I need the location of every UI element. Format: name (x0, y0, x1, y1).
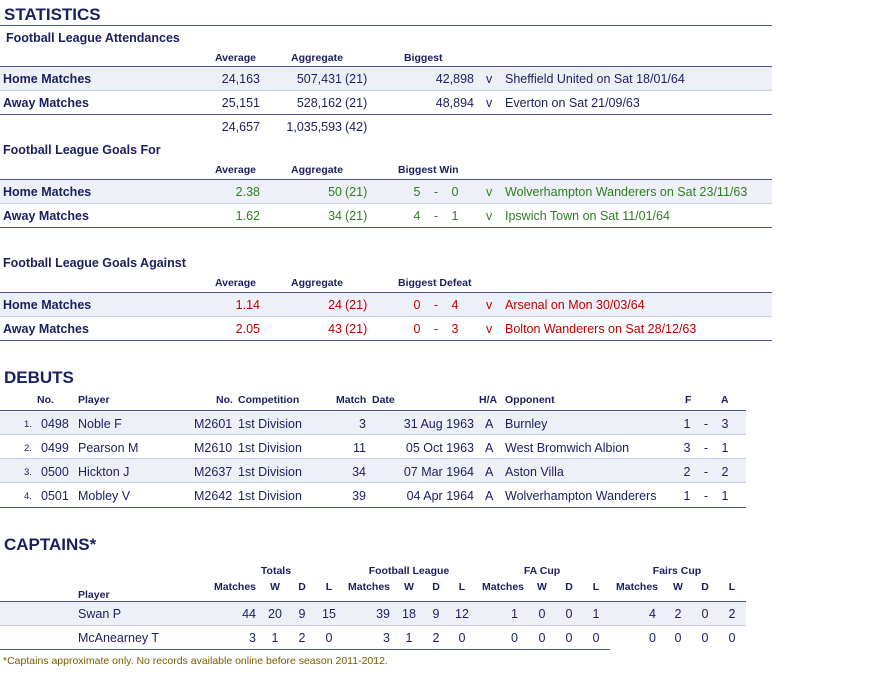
fairs-matches: 0 (649, 631, 656, 645)
total-games: (42) (345, 120, 368, 134)
row-label: Away Matches (3, 209, 89, 223)
header-competition: Competition (238, 394, 300, 406)
player-no: 0498 (41, 417, 69, 431)
group-fairs-cup: Fairs Cup (652, 565, 702, 577)
sub-matches: Matches (616, 581, 659, 593)
match-date: 04 Apr 1964 (406, 489, 474, 503)
detail: Wolverhampton Wanderers on Sat 23/11/63 (505, 185, 748, 199)
header-a: A (721, 394, 729, 406)
match-date: 05 Oct 1963 (405, 441, 474, 455)
facup-w: 0 (538, 631, 546, 645)
score-dash: - (433, 322, 439, 336)
league-matches: 39 (376, 607, 390, 621)
fairs-w: 0 (674, 631, 682, 645)
detail: Bolton Wanderers on Sat 28/12/63 (505, 322, 697, 336)
totals-matches: 3 (249, 631, 256, 645)
player-name: Pearson M (78, 441, 139, 455)
match-number: 34 (352, 465, 366, 479)
row-index: 1. (24, 419, 32, 430)
sub-d: D (432, 581, 440, 593)
group-totals: Totals (260, 565, 292, 577)
row-index: 2. (24, 443, 32, 454)
header-f: F (685, 394, 692, 406)
captain-name: Swan P (78, 607, 122, 621)
match-number: 39 (352, 489, 366, 503)
match-date: 07 Mar 1964 (403, 465, 474, 479)
totals-d: 9 (298, 607, 306, 621)
facup-d: 0 (565, 607, 573, 621)
versus: v (486, 298, 493, 312)
aggregate: 43 (328, 322, 342, 336)
score-against: 1 (721, 489, 729, 503)
home-away: A (485, 465, 494, 479)
sub-d: D (298, 581, 306, 593)
row-rule (0, 434, 746, 435)
score-for: 3 (683, 441, 691, 455)
header-opponent: Opponent (505, 394, 555, 406)
header-ha: H/A (479, 394, 498, 406)
score-dash: - (703, 465, 709, 479)
sub-l: L (458, 581, 466, 593)
games: (21) (345, 209, 368, 223)
debuts-bottom-rule (0, 507, 746, 508)
totals-matches: 44 (242, 607, 256, 621)
player-no: 0500 (41, 465, 69, 479)
league-d: 9 (432, 607, 440, 621)
statistics-title: STATISTICS (4, 5, 101, 24)
row-rule (0, 203, 772, 204)
goals-for-bottom-rule (0, 227, 772, 228)
facup-matches: 1 (511, 607, 518, 621)
match-date: 31 Aug 1963 (403, 417, 474, 431)
home-away: A (485, 489, 494, 503)
score-against: 3 (721, 417, 729, 431)
score-against: 4 (451, 298, 459, 312)
competition: 1st Division (238, 441, 302, 455)
fairs-w: 2 (674, 607, 682, 621)
attendances-bottom-rule (0, 114, 772, 115)
sub-d: D (701, 581, 709, 593)
versus: v (486, 322, 493, 336)
goals-for-title: Football League Goals For (3, 143, 161, 157)
match-number: 3 (359, 417, 366, 431)
totals-d: 2 (298, 631, 306, 645)
header-match: Match (336, 394, 367, 406)
fairs-matches: 4 (649, 607, 656, 621)
goals-for-header-aggregate: Aggregate (291, 164, 343, 176)
match-number: 11 (353, 441, 366, 455)
score-for: 0 (413, 298, 421, 312)
sub-l: L (325, 581, 333, 593)
match-no: M2637 (194, 465, 233, 479)
fairs-l: 0 (728, 631, 736, 645)
group-fa-cup: FA Cup (523, 565, 561, 577)
captains-title: CAPTAINS* (4, 535, 97, 554)
header-player: Player (78, 394, 110, 406)
score-against: 0 (451, 185, 459, 199)
goals-against-header-average: Average (214, 277, 256, 289)
average: 2.38 (235, 185, 260, 199)
games: (21) (345, 322, 368, 336)
goals-against-bottom-rule (0, 340, 772, 341)
sub-d: D (565, 581, 573, 593)
debuts-title: DEBUTS (4, 368, 74, 387)
attendances-title: Football League Attendances (6, 31, 180, 45)
facup-l: 0 (592, 631, 600, 645)
score-against: 1 (721, 441, 729, 455)
row-label: Away Matches (3, 322, 89, 336)
average: 24,163 (221, 72, 260, 86)
facup-w: 0 (538, 607, 546, 621)
row-label: Home Matches (3, 72, 92, 86)
fairs-d: 0 (701, 607, 709, 621)
score-for: 2 (683, 465, 691, 479)
detail: Sheffield United on Sat 18/01/64 (505, 72, 685, 86)
versus: v (486, 72, 493, 86)
totals-l: 15 (322, 607, 336, 621)
total-aggregate: 1,035,593 (286, 120, 342, 134)
games: (21) (345, 298, 368, 312)
totals-w: 20 (268, 607, 282, 621)
sub-w: W (404, 581, 414, 593)
player-name: Hickton J (78, 465, 130, 479)
captains-bottom-rule (0, 649, 610, 650)
attendances-header-aggregate: Aggregate (291, 52, 343, 64)
row-label: Home Matches (3, 298, 92, 312)
fairs-d: 0 (701, 631, 709, 645)
totals-w: 1 (271, 631, 279, 645)
biggest: 42,898 (435, 72, 474, 86)
goals-for-header-biggest-win: Biggest Win (398, 164, 459, 176)
match-no: M2610 (194, 441, 233, 455)
opponent: West Bromwich Albion (505, 441, 630, 455)
goals-for-header-average: Average (214, 164, 256, 176)
versus: v (486, 185, 493, 199)
league-l: 12 (455, 607, 469, 621)
score-dash: - (703, 489, 709, 503)
goals-against-header-aggregate: Aggregate (291, 277, 343, 289)
aggregate: 24 (328, 298, 342, 312)
captain-name: McAnearney T (78, 631, 160, 645)
league-w: 1 (405, 631, 413, 645)
games: (21) (345, 185, 368, 199)
aggregate: 34 (328, 209, 342, 223)
match-no: M2642 (194, 489, 233, 503)
league-w: 18 (402, 607, 416, 621)
score-dash: - (433, 298, 439, 312)
total-average: 24,657 (221, 120, 260, 134)
sub-matches: Matches (348, 581, 391, 593)
row-rule (0, 90, 772, 91)
attendances-header-average: Average (214, 52, 256, 64)
competition: 1st Division (238, 417, 302, 431)
score-for: 1 (683, 489, 691, 503)
competition: 1st Division (238, 465, 302, 479)
home-away: A (485, 441, 494, 455)
group-football-league: Football League (368, 565, 450, 577)
row-rule (0, 625, 746, 626)
score-against: 1 (451, 209, 459, 223)
goals-against-title: Football League Goals Against (3, 256, 186, 270)
biggest: 48,894 (435, 96, 474, 110)
games: (21) (345, 72, 368, 86)
sub-matches: Matches (214, 581, 257, 593)
statistics-title-rule (0, 25, 772, 26)
aggregate: 507,431 (296, 72, 342, 86)
player-no: 0501 (41, 489, 69, 503)
header-match-no: No. (216, 394, 233, 406)
league-l: 0 (458, 631, 466, 645)
home-away: A (485, 417, 494, 431)
row-rule (0, 482, 746, 483)
score-against: 2 (721, 465, 729, 479)
detail: Ipswich Town on Sat 11/01/64 (505, 209, 670, 223)
captains-footnote: *Captains approximate only. No records available online before season 2011-2012. (3, 655, 388, 667)
facup-l: 1 (592, 607, 600, 621)
row-label: Home Matches (3, 185, 92, 199)
player-no: 0499 (41, 441, 69, 455)
sub-w: W (673, 581, 683, 593)
sub-l: L (728, 581, 736, 593)
average: 2.05 (235, 322, 260, 336)
captains-header-player: Player (78, 589, 110, 601)
goals-against-header-biggest-defeat: Biggest Defeat (398, 277, 472, 289)
row-label: Away Matches (3, 96, 89, 110)
player-name: Mobley V (78, 489, 131, 503)
facup-matches: 0 (511, 631, 518, 645)
average: 1.62 (235, 209, 260, 223)
average: 1.14 (235, 298, 260, 312)
detail: Everton on Sat 21/09/63 (505, 96, 640, 110)
versus: v (486, 96, 493, 110)
detail: Arsenal on Mon 30/03/64 (505, 298, 645, 312)
sub-matches: Matches (482, 581, 525, 593)
header-date: Date (372, 394, 395, 406)
score-for: 4 (413, 209, 421, 223)
sub-w: W (537, 581, 547, 593)
header-no: No. (37, 394, 54, 406)
score-for: 1 (683, 417, 691, 431)
average: 25,151 (221, 96, 260, 110)
player-name: Noble F (78, 417, 122, 431)
opponent: Burnley (505, 417, 548, 431)
score-for: 0 (413, 322, 421, 336)
competition: 1st Division (238, 489, 302, 503)
score-dash: - (703, 417, 709, 431)
league-matches: 3 (383, 631, 390, 645)
goals-against-row-band (0, 293, 772, 316)
match-no: M2601 (194, 417, 233, 431)
row-index: 4. (24, 491, 32, 502)
score-dash: - (703, 441, 709, 455)
opponent: Aston Villa (505, 465, 564, 479)
totals-l: 0 (325, 631, 333, 645)
row-rule (0, 316, 772, 317)
aggregate: 528,162 (296, 96, 342, 110)
aggregate: 50 (328, 185, 342, 199)
facup-d: 0 (565, 631, 573, 645)
row-index: 3. (24, 467, 32, 478)
league-d: 2 (432, 631, 440, 645)
score-dash: - (433, 209, 439, 223)
score-against: 3 (451, 322, 459, 336)
sub-w: W (270, 581, 280, 593)
games: (21) (345, 96, 368, 110)
score-dash: - (433, 185, 439, 199)
attendances-header-biggest: Biggest (404, 52, 443, 64)
fairs-l: 2 (728, 607, 736, 621)
versus: v (486, 209, 493, 223)
score-for: 5 (413, 185, 421, 199)
opponent: Wolverhampton Wanderers (505, 489, 657, 503)
sub-l: L (592, 581, 600, 593)
